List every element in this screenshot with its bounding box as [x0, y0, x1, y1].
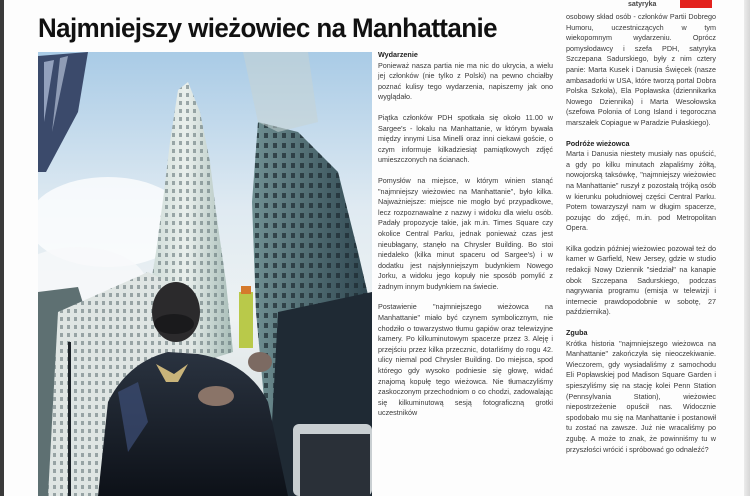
photo-illustration [38, 52, 372, 496]
article-photo [38, 52, 372, 496]
paragraph: Krótka historia "najmniejszego wieżowca na Manhattanie" zakończyła się nieoczekiwanie. Wieczorem, gdy wysiadaliśmy z samochodu Eli Popławskiej pod Madison Square Garden i spieszyliśmy się na stację kolei Penn Station (Pennsylvania Station), wieżowiec niepostrzeżenie opuścił nas. Widocznie spodobało mu się na Manhattanie i postanowił tu zostać na zawsze. Już nie wracaliśmy po zgubę. A może to znak, że powinniśmy tu w przyszłości wrócić i spróbować go odnaleźć? [566, 338, 716, 454]
paragraph: Piątka członków PDH spotkała się około 11.00 w Sargee's - lokalu na Manhattanie, w którym bywała między innymi Lisa Minelli oraz inni ciekawi goście, o czym informuje kilkadziesiąt pamiątkowych zdjęć umieszczonych na ścianach. [378, 112, 553, 165]
page-left-edge [0, 0, 4, 496]
paragraph: osobowy skład osób - członków Partii Dobrego Humoru, uczestniczących w tym wiekopomnym wydarzeniu. Oprócz pomysłodawcy i szefa PDH, satyryka Szczepana Sadurskiego, byłу z nim cztery panie: Marta Kusek i Danusia Święcek (nasze ambasadorki w USA, które tworzą portal Dobra Polska Szkoła), Ela Popławska (dziennikarka Nowego Dziennika) i Marta Wesołowska (szefowa Polonia of Long Island i tegoroczna marszałek Copiague w Paradzie Pułaskiego). [566, 12, 716, 127]
paragraph: Ponieważ nasza partia nie ma nic do ukrycia, a wielu jej członków (nie tylko z Polski) na pewno chciałby poznać kulisy tego wydarzenia, napiszemy jak ono wyglądało. [378, 60, 553, 102]
paragraph: Pomysłów na miejsce, w którym winien stanąć "najmniejszy wieżowiec na Manhattanie", było kilka. Najważniejsze: miejsce nie mogło być przypadkowe, lecz rozpoznawalne z nazwy i widoku dla wielu osób. Padały propozycje takie, jak m.in. Times Square czy okolice Central Parku, jednak ponieważ czas jest nieubłagany, stanęło na Chrysler Building. Bo stoi niedaleko (kilka minut spaceru od Sargee's) i w dodatku jest najsłynniejszym budynkiem Nowego Jorku, a widoku jego kopuły nie sposób pomylić z żadnym innym budynkiem na świecie. [378, 175, 553, 291]
paragraph: Marta i Danusia niestety musiały nas opuścić, a gdy po kilku minutach złapaliśmy żółtą, nowojorską taksówkę, "najmniejszy wieżowiec na Manhattanie" ruszył z pozostałą trójką osób w kierunku południowej części Central Parku. Potem towarzyszył nam w długim spacerze, pozując do zdjęć, m.in. pod Metropolitan Opera. [566, 149, 716, 233]
paragraph: Postawienie "najmniejszego wieżowca na Manhattanie" miało być czynem symbolicznym, nie chodziło o towarzystwo tłumu gapiów oraz telewizyjne kamery. Po kilkuminutowym spacerze przez 3. Aleję i przejściu przez kilka przecznic, dotarliśmy do rogu 42. ulicy niemal pod Chrysler Building. Do miejsca, spod którego gdy wysoko podniesie się głowę, widać znajomą kopułę tego wieżowca. Nie tłumaczyliśmy zaskoczonym przechodniom o co chodzi, zadowalając się kilkuminutową sesją fotograficzną grotki uczestników [378, 302, 553, 418]
subheading-loss: Zguba [566, 328, 588, 338]
article-column-right [566, 12, 716, 465]
subheading-travels: Podróże wieżowca [566, 138, 630, 148]
article-title: Najmniejszy wieżowiec na Manhattanie [38, 13, 497, 43]
article-column-middle [378, 50, 553, 429]
section-label: satyryka [628, 1, 657, 8]
section-color-block [680, 0, 712, 8]
paragraph: Kilka godzin później wieżowiec pozował też do kamer w Garfield, New Jersey, gdzie w studio redakcji Nowy Dziennik "siedział" na kanapie obok Szczepana Sadurskiego, podczas nagrywania programu (emisja w telewizji i internecie prawdopodobnie w sobotę, 27 października). [566, 243, 716, 317]
subheading-event: Wydarzenie [378, 50, 418, 59]
page-right-edge [744, 0, 750, 496]
